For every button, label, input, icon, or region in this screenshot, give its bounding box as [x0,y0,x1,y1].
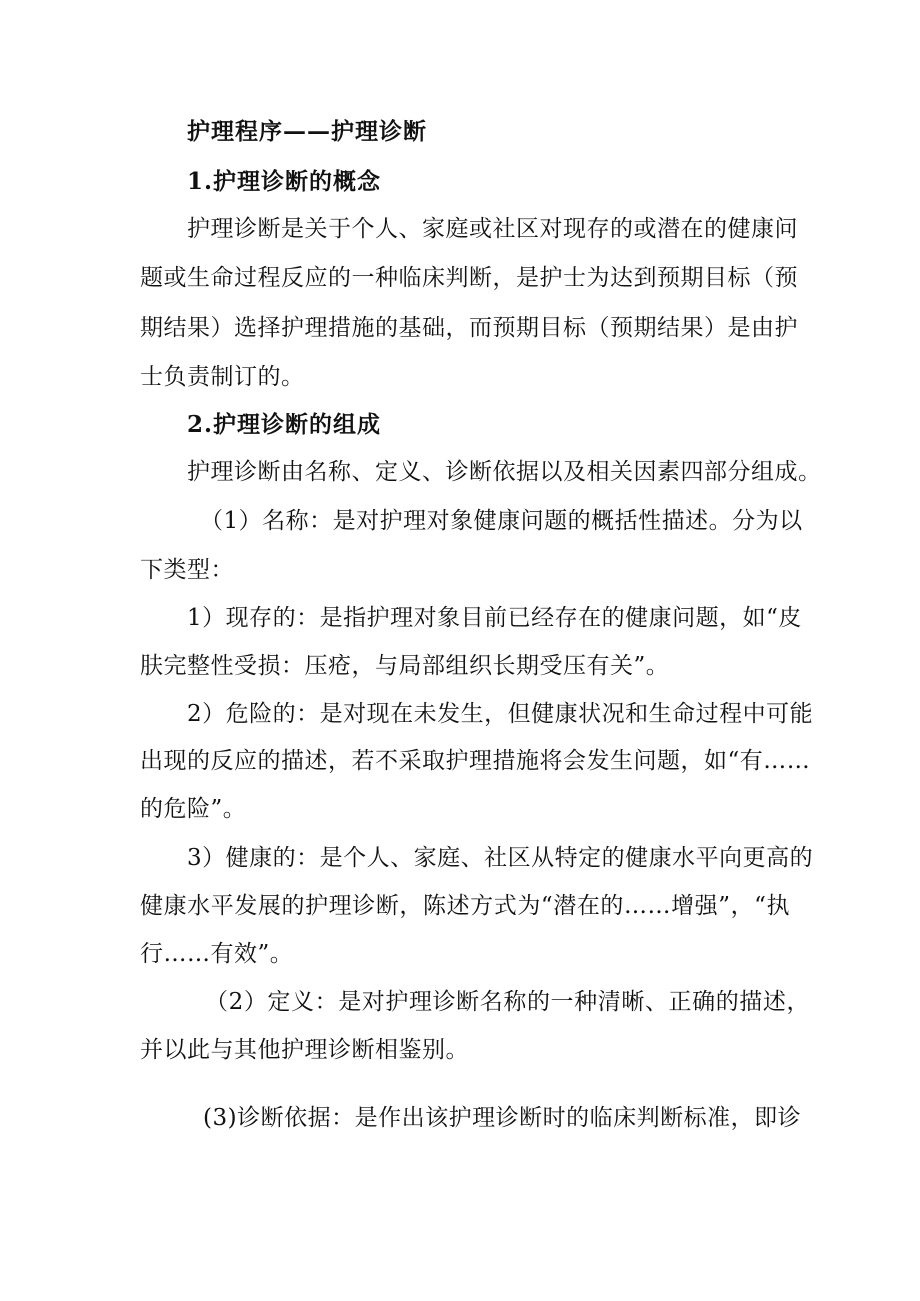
section-1-heading: 1.护理诊断的概念 [187,168,382,195]
sub-item-1-line: 1）现存的：是指护理对象目前已经存在的健康问题，如“皮 [187,605,802,631]
sub-item-3-line: 行……有效”。 [140,941,294,967]
page-title: 护理程序——护理诊断 [187,118,427,145]
item-2-line: 并以此与其他护理诊断相鉴别。 [140,1037,469,1063]
section-1-paragraph-line: 护理诊断是关于个人、家庭或社区对现存的或潜在的健康问 [187,216,798,242]
section-1-paragraph-line: 题或生命过程反应的一种临床判断，是护士为达到预期目标（预 [140,265,798,291]
sub-item-2-line: 出现的反应的描述，若不采取护理措施将会发生问题，如“有…… [140,748,811,774]
item-1-line: 下类型： [140,557,234,583]
section-1-paragraph-line: 期结果）选择护理措施的基础，而预期目标（预期结果）是由护 [140,315,798,341]
sub-item-3-line: 健康水平发展的护理诊断，陈述方式为“潜在的……增强”，“执 [140,893,790,919]
sub-item-1-line: 肤完整性受损：压疮，与局部组织长期受压有关”。 [140,653,670,679]
item-2-line: （2）定义：是对护理诊断名称的一种清晰、正确的描述， [205,989,810,1015]
section-2-intro: 护理诊断由名称、定义、诊断依据以及相关因素四部分组成。 [187,459,822,485]
section-2-heading: 2.护理诊断的组成 [187,411,382,438]
sub-item-2-line: 的危险”。 [140,796,247,822]
item-3-line: (3)诊断依据：是作出该护理诊断时的临床判断标准，即诊 [203,1105,802,1131]
sub-item-3-line: 3）健康的：是个人、家庭、社区从特定的健康水平向更高的 [187,845,814,871]
sub-item-2-line: 2）危险的：是对现在未发生，但健康状况和生命过程中可能 [187,701,814,727]
section-1-paragraph-line: 士负责制订的。 [140,364,305,390]
item-1-line: （1）名称：是对护理对象健康问题的概括性描述。分为以 [200,508,803,534]
